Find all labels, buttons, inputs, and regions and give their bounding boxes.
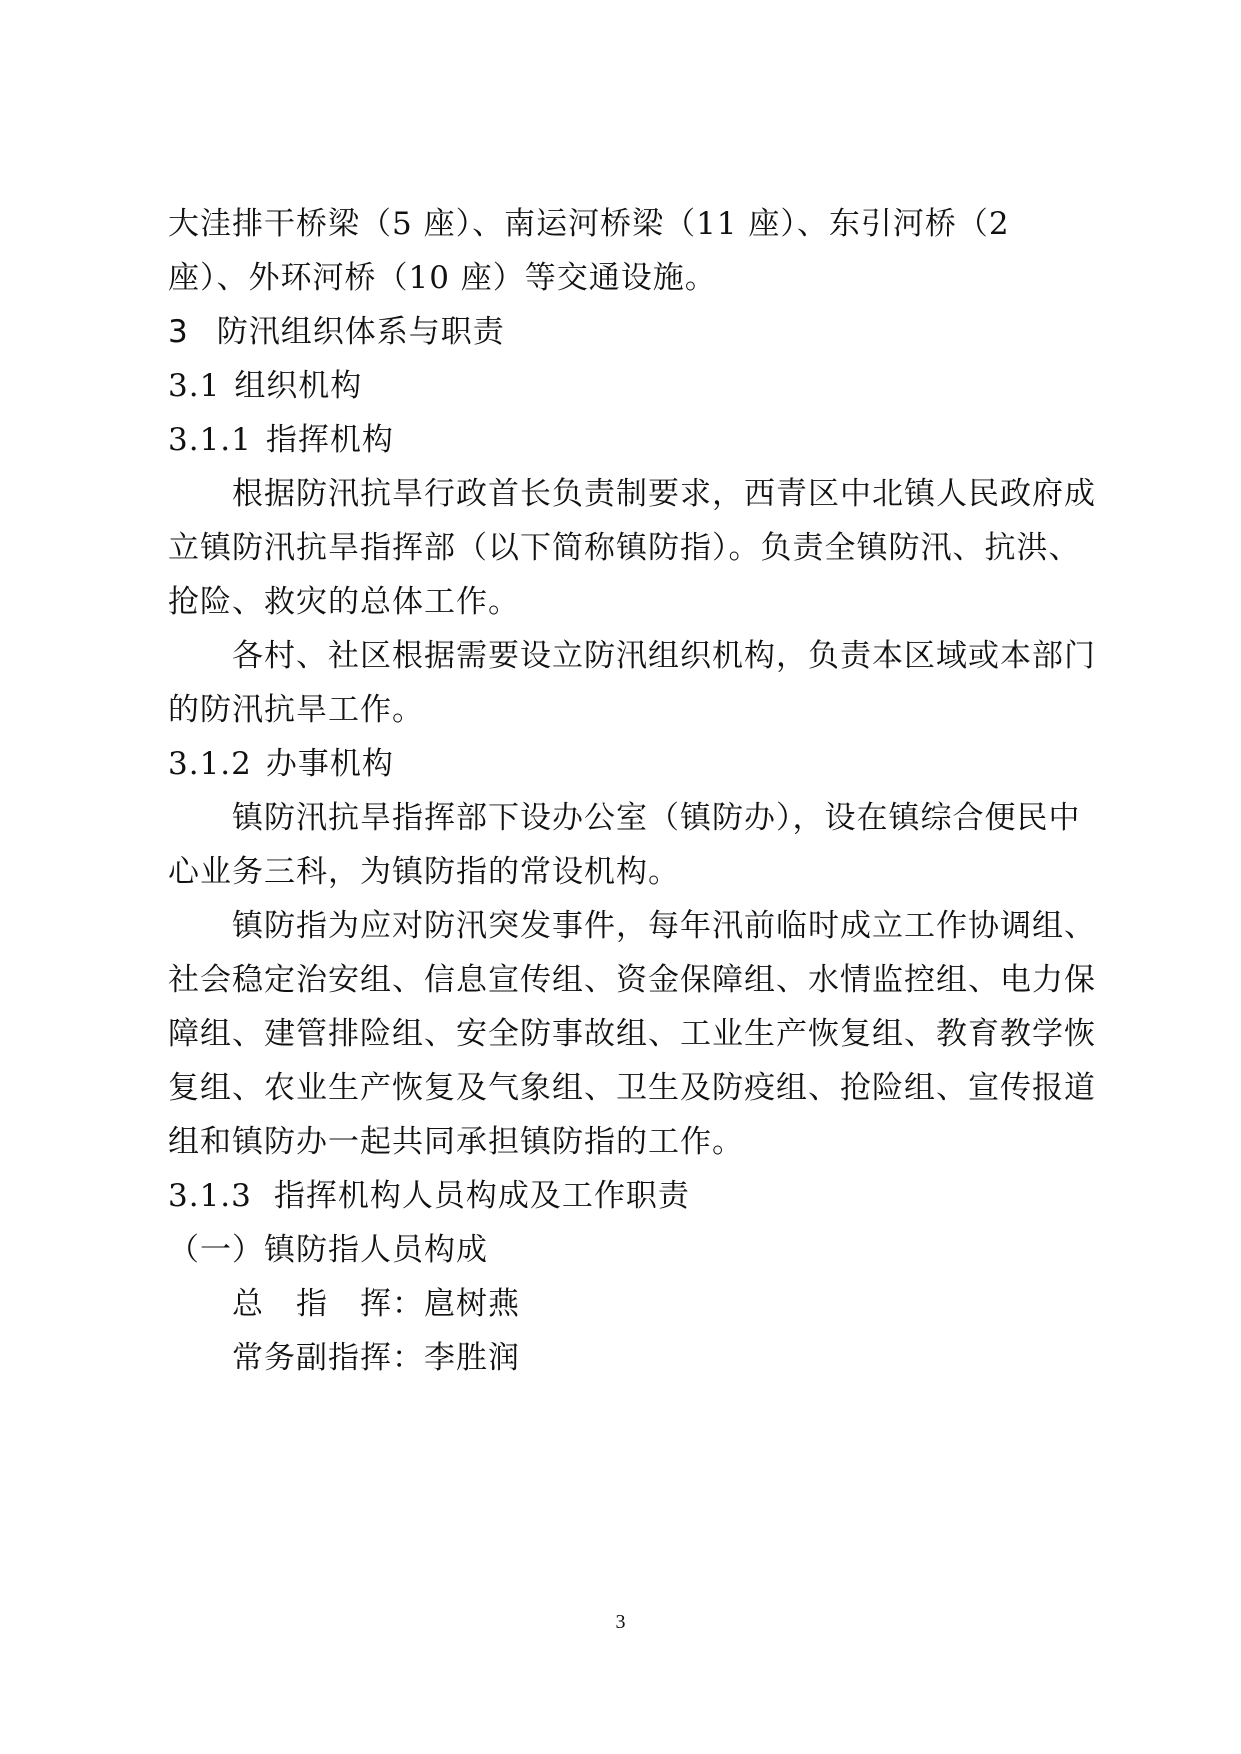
commander-line: 总 指 挥：扈树燕 [232, 1286, 520, 1322]
section-3-1-1-number: 3.1.1 [168, 422, 252, 458]
subsection-heading: （一）镇防指人员构成 [168, 1232, 488, 1268]
section-3-1-heading [168, 366, 1088, 406]
section-3-1-1-title: 指挥机构 [265, 422, 394, 458]
paragraph-line: 障组、建管排险组、安全防事故组、工业生产恢复组、教育教学恢 [168, 1016, 1096, 1052]
paragraph-line: 根据防汛抗旱行政首长负责制要求，西青区中北镇人民政府成 [232, 476, 1096, 512]
section-3-1-2-number: 3.1.2 [168, 746, 252, 782]
section-3-1-1-heading [168, 420, 1088, 460]
intro-line-2: 座）、外环河桥（10 座）等交通设施。 [168, 260, 717, 296]
section-3-number: 3 [168, 314, 189, 350]
paragraph-line: 抢险、救灾的总体工作。 [168, 584, 520, 620]
section-3-1-3-title: 指挥机构人员构成及工作职责 [273, 1178, 690, 1214]
intro-line-1: 大洼排干桥梁（5 座）、南运河桥梁（11 座）、东引河桥（2 [168, 206, 1010, 242]
paragraph-line: 复组、农业生产恢复及气象组、卫生及防疫组、抢险组、宣传报道 [168, 1070, 1096, 1106]
section-3-1-number: 3.1 [168, 368, 221, 404]
section-3-1-2-heading [168, 744, 1088, 784]
paragraph-line: 镇防汛抗旱指挥部下设办公室（镇防办），设在镇综合便民中 [232, 800, 1081, 836]
paragraph-line: 各村、社区根据需要设立防汛组织机构，负责本区域或本部门 [232, 638, 1096, 674]
paragraph-line: 的防汛抗旱工作。 [168, 692, 424, 728]
section-3-title: 防汛组织体系与职责 [216, 314, 505, 350]
section-3-1-title: 组织机构 [234, 368, 363, 404]
paragraph-line: 心业务三科，为镇防指的常设机构。 [168, 854, 680, 890]
deputy-commander-line: 常务副指挥：李胜润 [232, 1340, 520, 1376]
paragraph-line: 立镇防汛抗旱指挥部（以下简称镇防指）。负责全镇防汛、抗洪、 [168, 530, 1081, 566]
page-number: 3 [615, 1611, 626, 1633]
section-3-1-3-heading [168, 1176, 1088, 1216]
section-3-1-2-title: 办事机构 [265, 746, 394, 782]
paragraph-line: 镇防指为应对防汛突发事件，每年汛前临时成立工作协调组、 [232, 908, 1096, 944]
paragraph-line: 组和镇防办一起共同承担镇防指的工作。 [168, 1124, 744, 1160]
paragraph-line: 社会稳定治安组、信息宣传组、资金保障组、水情监控组、电力保 [168, 962, 1096, 998]
section-3-1-3-number: 3.1.3 [168, 1178, 252, 1214]
section-3-heading [168, 312, 1088, 352]
